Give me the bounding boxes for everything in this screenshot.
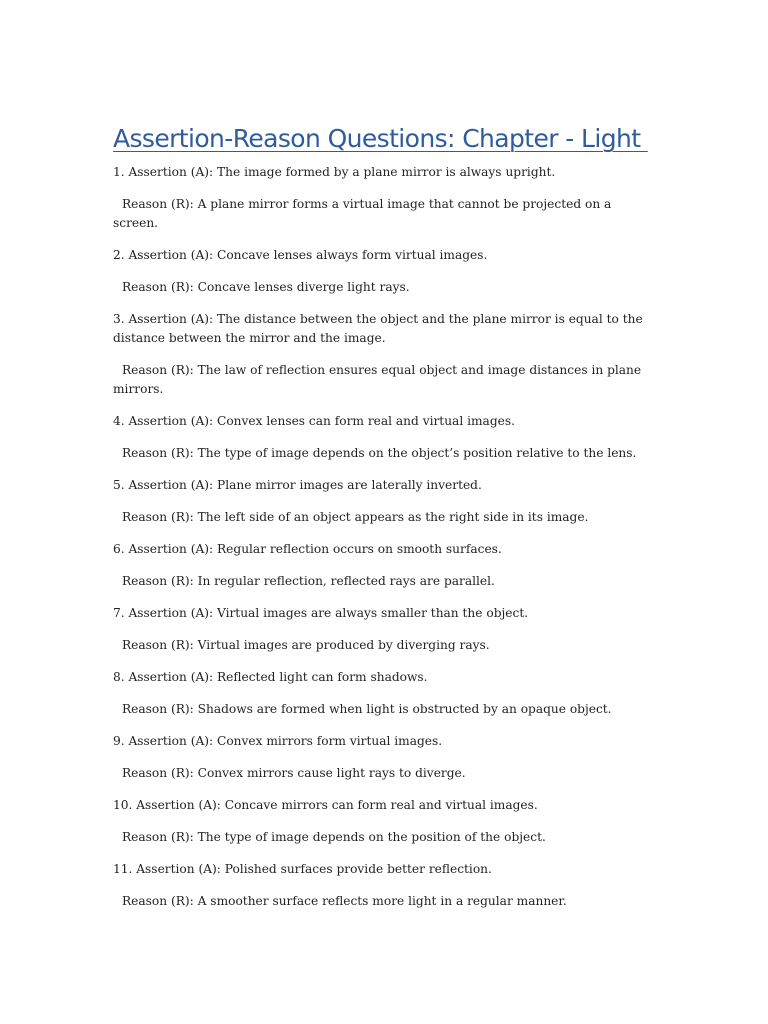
reason-1	[113, 195, 643, 233]
question-list	[113, 163, 643, 924]
reason-6	[113, 572, 643, 591]
reason-1-text: Reason (R): A plane mirror forms a virtual image that cannot be projected on a screen.	[113, 197, 612, 230]
assertion-8: 8. Assertion (A): Reflected light can form shadows.	[113, 670, 428, 684]
assertion-2: 2. Assertion (A): Concave lenses always form virtual images.	[113, 248, 488, 262]
reason-4-text: Reason (R): The type of image depends on the object’s position relative to the lens.	[122, 446, 637, 460]
reason-3-text: Reason (R): The law of reflection ensures equal object and image distances in plane mirrors.	[113, 363, 642, 396]
reason-2	[113, 278, 643, 297]
assertion-9: 9. Assertion (A): Convex mirrors form virtual images.	[113, 734, 443, 748]
assertion-1: 1. Assertion (A): The image formed by a plane mirror is always upright.	[113, 165, 556, 179]
reason-2-text: Reason (R): Concave lenses diverge light rays.	[122, 280, 410, 294]
assertion-10: 10. Assertion (A): Concave mirrors can form real and virtual images.	[113, 798, 538, 812]
reason-8-text: Reason (R): Shadows are formed when light is obstructed by an opaque object.	[122, 702, 612, 716]
reason-9	[113, 764, 643, 783]
assertion-4: 4. Assertion (A): Convex lenses can form real and virtual images.	[113, 414, 515, 428]
reason-3	[113, 361, 643, 399]
assertion-3: 3. Assertion (A): The distance between the object and the plane mirror is equal to the distance between the mirror and the image.	[113, 312, 643, 345]
reason-11	[113, 892, 643, 911]
reason-7	[113, 636, 643, 655]
reason-9-text: Reason (R): Convex mirrors cause light rays to diverge.	[122, 766, 466, 780]
reason-4	[113, 444, 643, 463]
reason-6-text: Reason (R): In regular reflection, reflected rays are parallel.	[122, 574, 495, 588]
page-title: Assertion-Reason Questions: Chapter - Light	[113, 124, 648, 153]
assertion-11: 11. Assertion (A): Polished surfaces provide better reflection.	[113, 862, 492, 876]
assertion-6: 6. Assertion (A): Regular reflection occurs on smooth surfaces.	[113, 542, 502, 556]
assertion-7: 7. Assertion (A): Virtual images are always smaller than the object.	[113, 606, 529, 620]
reason-7-text: Reason (R): Virtual images are produced by diverging rays.	[122, 638, 490, 652]
reason-8	[113, 700, 643, 719]
reason-11-text: Reason (R): A smoother surface reflects more light in a regular manner.	[122, 894, 567, 908]
assertion-5: 5. Assertion (A): Plane mirror images are laterally inverted.	[113, 478, 482, 492]
reason-10-text: Reason (R): The type of image depends on the position of the object.	[122, 830, 546, 844]
reason-10	[113, 828, 643, 847]
reason-5	[113, 508, 643, 527]
reason-5-text: Reason (R): The left side of an object appears as the right side in its image.	[122, 510, 589, 524]
